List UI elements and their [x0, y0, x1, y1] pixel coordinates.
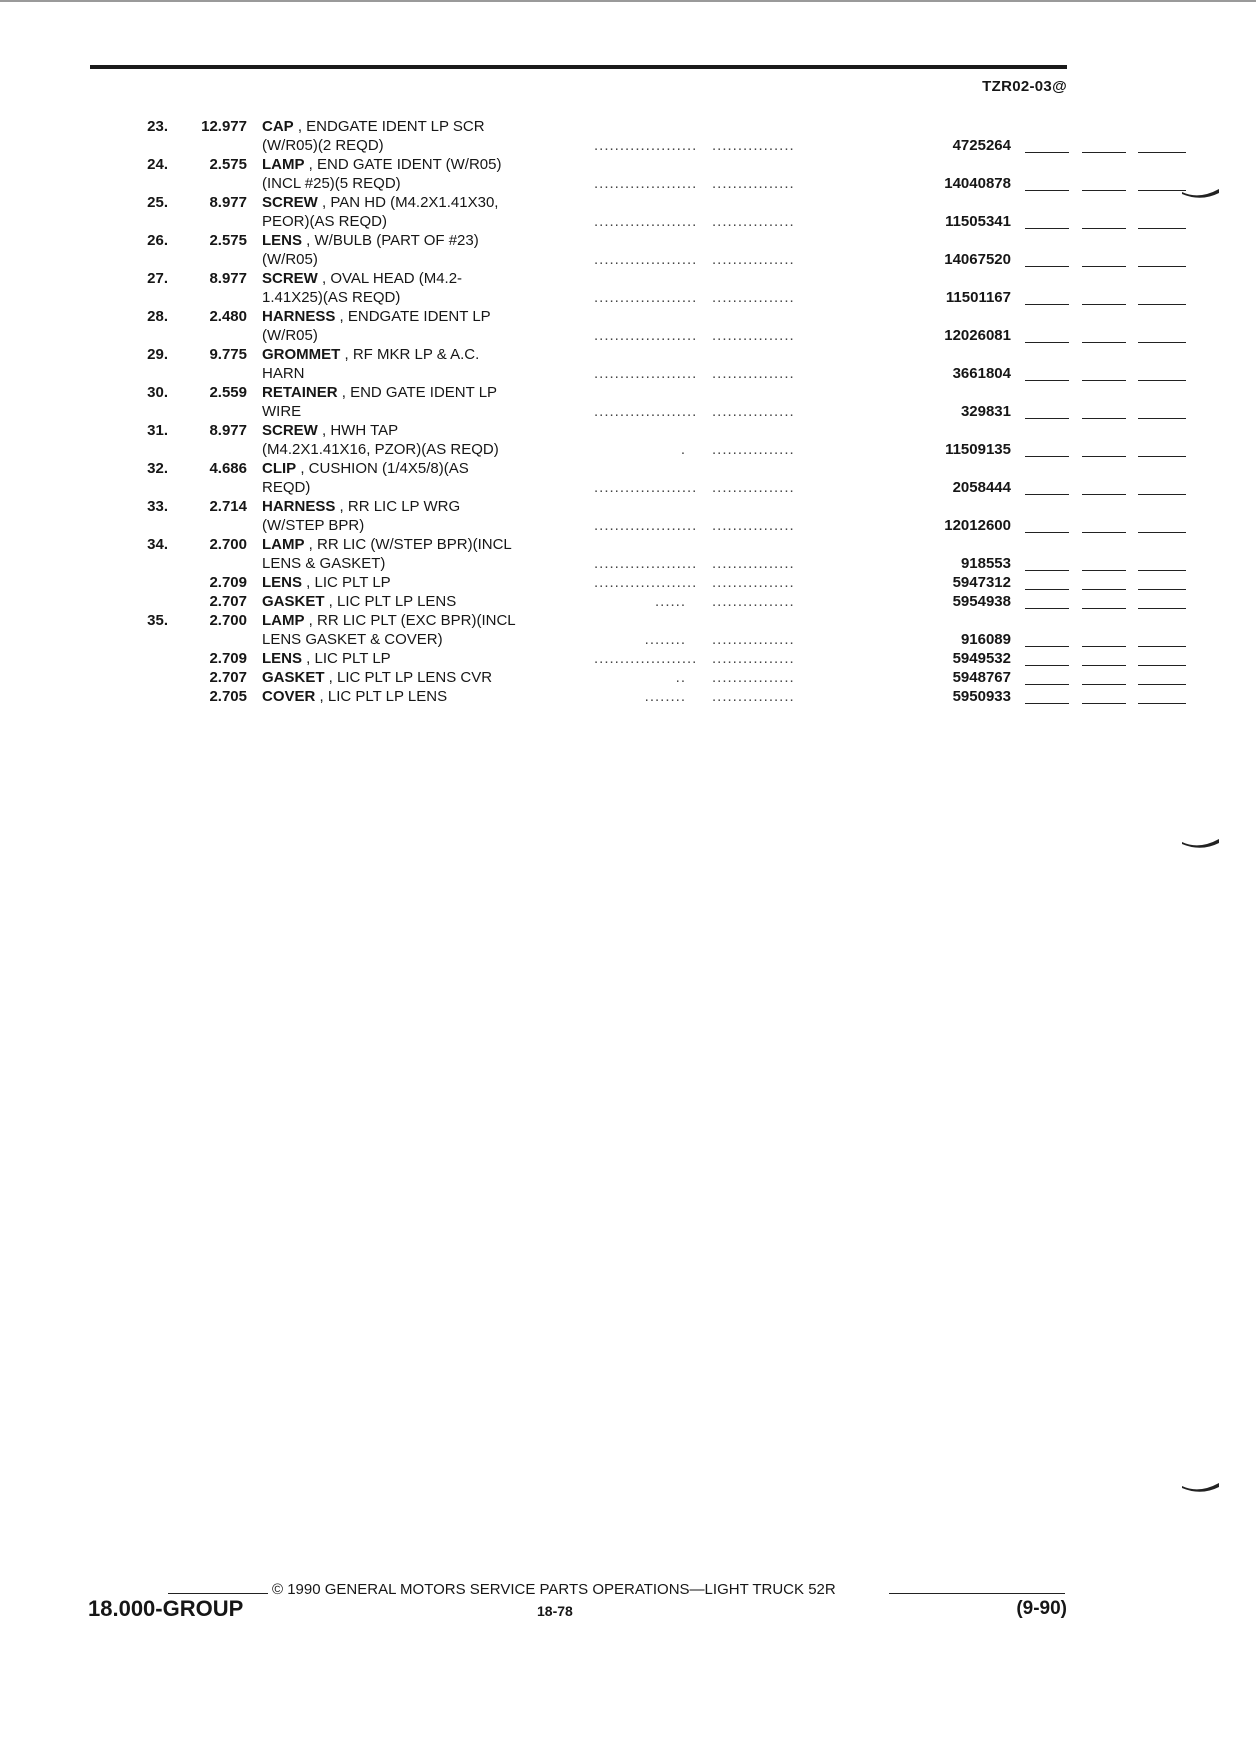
entry-blanks: [906, 687, 1186, 706]
part-number: 329831: [960, 403, 1011, 420]
part-name: HARNESS: [262, 308, 336, 325]
dot-leader: ................: [712, 365, 795, 382]
part-description: [262, 231, 686, 250]
part-number: 3661804: [952, 365, 1011, 382]
blank-line: [1082, 532, 1126, 533]
dot-leader: ....................: [594, 403, 698, 420]
dot-leader: ................: [712, 593, 795, 610]
parts-row: [118, 383, 1068, 402]
blank-line: [1082, 684, 1126, 685]
entry-blanks: [906, 212, 1186, 231]
blank-line: [1025, 570, 1069, 571]
entry-blanks: [906, 554, 1186, 573]
part-number: 5954938: [952, 593, 1011, 610]
dot-leader: ....................: [594, 479, 698, 496]
part-number: 918553: [960, 555, 1011, 572]
dot-leader: ....................: [594, 213, 698, 230]
blank-line: [1082, 152, 1126, 153]
part-number: 11501167: [945, 289, 1011, 306]
part-description-text: , LIC PLT LP LENS CVR: [324, 669, 493, 686]
part-description: [262, 459, 686, 478]
item-number: 31.: [147, 422, 168, 439]
blank-line: [1025, 190, 1069, 191]
part-name: CLIP: [262, 460, 297, 477]
dot-leader: ................: [712, 517, 795, 534]
footer-rule-left: [168, 1593, 268, 1594]
parts-row: [118, 535, 1068, 554]
dot-leader: ....................: [594, 365, 698, 382]
parts-row: [118, 364, 1068, 383]
blank-line: [1025, 418, 1069, 419]
part-description-text: (M4.2X1.41X16, PZOR)(AS REQD): [262, 441, 499, 458]
part-description: [262, 535, 686, 554]
part-description: [262, 269, 686, 288]
group-number: 8.977: [209, 270, 247, 287]
parts-row: [118, 212, 1068, 231]
part-number: 5950933: [952, 688, 1011, 705]
dot-leader: ....................: [594, 175, 698, 192]
blank-line: [1082, 703, 1126, 704]
footer-page-number: 18-78: [537, 1603, 573, 1619]
blank-line: [1138, 304, 1186, 305]
blank-line: [1025, 380, 1069, 381]
binder-hole-mark: [1181, 188, 1221, 200]
parts-row: [118, 174, 1068, 193]
entry-blanks: [906, 478, 1186, 497]
blank-line: [1082, 589, 1126, 590]
dot-leader: ....................: [594, 517, 698, 534]
group-number: 12.977: [201, 118, 247, 135]
blank-line: [1025, 342, 1069, 343]
part-name: GASKET: [262, 593, 325, 610]
part-description-text: , HWH TAP: [317, 422, 399, 439]
part-description-text: , LIC PLT LP: [302, 650, 391, 667]
dot-leader: ................: [712, 175, 795, 192]
dot-leader: ................: [712, 251, 795, 268]
group-number: 2.707: [209, 593, 247, 610]
dot-leader: ................: [712, 555, 795, 572]
part-number: 5947312: [952, 574, 1011, 591]
part-description: [262, 383, 686, 402]
item-number: 33.: [147, 498, 168, 515]
entry-blanks: [906, 649, 1186, 668]
dot-leader: ................: [712, 650, 795, 667]
part-description-text: , W/BULB (PART OF #23): [302, 232, 479, 249]
part-description-text: , PAN HD (M4.2X1.41X30,: [317, 194, 499, 211]
dot-leader: ................: [712, 213, 795, 230]
entry-blanks: [906, 288, 1186, 307]
parts-row: [118, 478, 1068, 497]
part-name: SCREW: [262, 422, 318, 439]
part-description-text: LENS & GASKET): [262, 555, 386, 572]
part-name: COVER: [262, 688, 316, 705]
part-number: 12026081: [944, 327, 1011, 344]
part-description-text: , CUSHION (1/4X5/8)(AS: [296, 460, 469, 477]
blank-line: [1138, 589, 1186, 590]
part-description-text: (W/R05): [262, 327, 318, 344]
blank-line: [1138, 646, 1186, 647]
blank-line: [1138, 342, 1186, 343]
dot-leader: ........: [644, 688, 686, 705]
group-number: 8.977: [209, 422, 247, 439]
blank-line: [1138, 152, 1186, 153]
binder-hole-mark: [1181, 838, 1221, 850]
dot-leader: ................: [712, 137, 795, 154]
dot-leader: ....................: [594, 327, 698, 344]
blank-line: [1082, 266, 1126, 267]
dot-leader: ................: [712, 669, 795, 686]
item-number: 25.: [147, 194, 168, 211]
item-number: 28.: [147, 308, 168, 325]
parts-row: [118, 687, 1068, 706]
part-name: SCREW: [262, 270, 318, 287]
blank-line: [1025, 494, 1069, 495]
parts-row: [118, 250, 1068, 269]
parts-row: [118, 554, 1068, 573]
blank-line: [1138, 684, 1186, 685]
part-name: LENS: [262, 574, 303, 591]
part-name: LAMP: [262, 536, 305, 553]
blank-line: [1082, 665, 1126, 666]
parts-row: [118, 440, 1068, 459]
part-description-text: , RR LIC (W/STEP BPR)(INCL: [304, 536, 512, 553]
item-number: 30.: [147, 384, 168, 401]
parts-row: [118, 630, 1068, 649]
binder-hole-mark: [1181, 1482, 1221, 1494]
blank-line: [1025, 665, 1069, 666]
parts-row: [118, 459, 1068, 478]
blank-line: [1082, 608, 1126, 609]
part-name: RETAINER: [262, 384, 338, 401]
parts-row: [118, 326, 1068, 345]
dot-leader: ....................: [594, 289, 698, 306]
parts-row: [118, 668, 1068, 687]
group-number: 2.707: [209, 669, 247, 686]
blank-line: [1082, 342, 1126, 343]
part-number: 916089: [960, 631, 1011, 648]
blank-line: [1082, 228, 1126, 229]
dot-leader: ................: [712, 441, 795, 458]
blank-line: [1138, 456, 1186, 457]
header-code: TZR02-03@: [982, 78, 1067, 95]
top-rule: [90, 65, 1067, 69]
entry-blanks: [906, 326, 1186, 345]
part-description-text: , END GATE IDENT (W/R05): [304, 156, 502, 173]
dot-leader: ................: [712, 688, 795, 705]
part-description-text: (INCL #25)(5 REQD): [262, 175, 401, 192]
part-name: LENS: [262, 650, 303, 667]
blank-line: [1138, 703, 1186, 704]
blank-line: [1082, 456, 1126, 457]
footer-group: 18.000-GROUP: [88, 1596, 244, 1621]
part-name: LENS: [262, 232, 303, 249]
group-number: 2.700: [209, 536, 247, 553]
blank-line: [1138, 228, 1186, 229]
dot-leader: ....................: [594, 555, 698, 572]
blank-line: [1025, 304, 1069, 305]
dot-leader: ....................: [594, 574, 698, 591]
blank-line: [1138, 665, 1186, 666]
blank-line: [1025, 532, 1069, 533]
blank-line: [1082, 190, 1126, 191]
part-number: 5949532: [952, 650, 1011, 667]
footer-rule-right: [889, 1593, 1065, 1594]
parts-row: [118, 307, 1068, 326]
entry-blanks: [906, 516, 1186, 535]
parts-row: [118, 231, 1068, 250]
dot-leader: ..: [675, 669, 686, 686]
blank-line: [1138, 380, 1186, 381]
entry-blanks: [906, 136, 1186, 155]
entry-blanks: [906, 174, 1186, 193]
part-name: CAP: [262, 118, 294, 135]
blank-line: [1025, 456, 1069, 457]
part-number: 11509135: [945, 441, 1011, 458]
group-number: 2.709: [209, 650, 247, 667]
part-description: [262, 611, 686, 630]
parts-row: [118, 288, 1068, 307]
parts-row: [118, 269, 1068, 288]
group-number: 8.977: [209, 194, 247, 211]
dot-leader: .: [680, 441, 686, 458]
item-number: 29.: [147, 346, 168, 363]
dot-leader: ....................: [594, 137, 698, 154]
item-number: 27.: [147, 270, 168, 287]
part-description-text: , RR LIC PLT (EXC BPR)(INCL: [304, 612, 516, 629]
blank-line: [1138, 266, 1186, 267]
part-description: [262, 345, 686, 364]
blank-line: [1138, 532, 1186, 533]
part-description-text: LENS GASKET & COVER): [262, 631, 443, 648]
parts-row: [118, 516, 1068, 535]
parts-row: [118, 345, 1068, 364]
part-description-text: , ENDGATE IDENT LP: [335, 308, 491, 325]
part-description: [262, 307, 686, 326]
part-number: 12012600: [944, 517, 1011, 534]
dot-leader: ................: [712, 479, 795, 496]
part-description-text: , RR LIC LP WRG: [335, 498, 461, 515]
part-description-text: , ENDGATE IDENT LP SCR: [293, 118, 485, 135]
dot-leader: ................: [712, 631, 795, 648]
part-description: [262, 421, 686, 440]
dot-leader: ........: [644, 631, 686, 648]
blank-line: [1138, 494, 1186, 495]
blank-line: [1082, 418, 1126, 419]
dot-leader: ....................: [594, 650, 698, 667]
part-name: GROMMET: [262, 346, 341, 363]
item-number: 32.: [147, 460, 168, 477]
part-name: LAMP: [262, 612, 305, 629]
item-number: 24.: [147, 156, 168, 173]
item-number: 35.: [147, 612, 168, 629]
entry-blanks: [906, 250, 1186, 269]
part-description-text: , END GATE IDENT LP: [337, 384, 498, 401]
part-number: 2058444: [952, 479, 1011, 496]
part-description: [262, 155, 686, 174]
blank-line: [1025, 703, 1069, 704]
dot-leader: ................: [712, 403, 795, 420]
part-description: [262, 497, 686, 516]
blank-line: [1025, 608, 1069, 609]
parts-row: [118, 402, 1068, 421]
footer-copyright: © 1990 GENERAL MOTORS SERVICE PARTS OPERATIONS—LIGHT TRUCK 52R: [272, 1581, 836, 1598]
part-name: LAMP: [262, 156, 305, 173]
group-number: 2.709: [209, 574, 247, 591]
group-number: 2.575: [209, 156, 247, 173]
blank-line: [1082, 570, 1126, 571]
entry-blanks: [906, 668, 1186, 687]
part-number: 5948767: [952, 669, 1011, 686]
part-description-text: (W/R05)(2 REQD): [262, 137, 384, 154]
parts-list: [118, 117, 1068, 706]
part-number: 14040878: [944, 175, 1011, 192]
blank-line: [1025, 589, 1069, 590]
part-description: [262, 193, 686, 212]
blank-line: [1025, 266, 1069, 267]
parts-row: [118, 136, 1068, 155]
group-number: 2.714: [209, 498, 247, 515]
part-description-text: , OVAL HEAD (M4.2-: [317, 270, 463, 287]
part-description-text: 1.41X25)(AS REQD): [262, 289, 401, 306]
parts-row: [118, 573, 1068, 592]
parts-row: [118, 421, 1068, 440]
part-name: GASKET: [262, 669, 325, 686]
parts-row: [118, 193, 1068, 212]
group-number: 9.775: [209, 346, 247, 363]
parts-row: [118, 649, 1068, 668]
part-number: 14067520: [944, 251, 1011, 268]
part-description-text: , RF MKR LP & A.C.: [340, 346, 480, 363]
parts-row: [118, 611, 1068, 630]
part-name: SCREW: [262, 194, 318, 211]
entry-blanks: [906, 440, 1186, 459]
blank-line: [1025, 228, 1069, 229]
parts-row: [118, 592, 1068, 611]
footer-date: (9-90): [1016, 1598, 1067, 1619]
entry-blanks: [906, 573, 1186, 592]
scan-edge-line: [0, 0, 1256, 2]
parts-row: [118, 497, 1068, 516]
part-description-text: , LIC PLT LP LENS: [324, 593, 457, 610]
part-number: 4725264: [952, 137, 1011, 154]
blank-line: [1082, 304, 1126, 305]
item-number: 26.: [147, 232, 168, 249]
blank-line: [1082, 494, 1126, 495]
part-description-text: , LIC PLT LP: [302, 574, 391, 591]
group-number: 2.700: [209, 612, 247, 629]
group-number: 2.559: [209, 384, 247, 401]
blank-line: [1138, 570, 1186, 571]
blank-line: [1138, 190, 1186, 191]
part-description-text: PEOR)(AS REQD): [262, 213, 388, 230]
blank-line: [1025, 684, 1069, 685]
blank-line: [1138, 418, 1186, 419]
entry-blanks: [906, 402, 1186, 421]
dot-leader: ................: [712, 574, 795, 591]
entry-blanks: [906, 630, 1186, 649]
group-number: 2.575: [209, 232, 247, 249]
dot-leader: ................: [712, 327, 795, 344]
entry-blanks: [906, 364, 1186, 383]
blank-line: [1138, 608, 1186, 609]
part-name: HARNESS: [262, 498, 336, 515]
group-number: 2.480: [209, 308, 247, 325]
part-description-text: , LIC PLT LP LENS: [315, 688, 448, 705]
part-description-text: (W/STEP BPR): [262, 517, 365, 534]
blank-line: [1025, 152, 1069, 153]
dot-leader: ....................: [594, 251, 698, 268]
part-description-text: (W/R05): [262, 251, 318, 268]
part-description-text: HARN: [262, 365, 305, 382]
blank-line: [1025, 646, 1069, 647]
dot-leader: ......: [654, 593, 686, 610]
part-description: [262, 117, 686, 136]
blank-line: [1082, 380, 1126, 381]
group-number: 4.686: [209, 460, 247, 477]
part-description-text: REQD): [262, 479, 311, 496]
parts-row: [118, 155, 1068, 174]
item-number: 23.: [147, 118, 168, 135]
item-number: 34.: [147, 536, 168, 553]
dot-leader: ................: [712, 289, 795, 306]
entry-blanks: [906, 592, 1186, 611]
parts-row: [118, 117, 1068, 136]
group-number: 2.705: [209, 688, 247, 705]
part-description-text: WIRE: [262, 403, 302, 420]
part-number: 11505341: [945, 213, 1011, 230]
blank-line: [1082, 646, 1126, 647]
